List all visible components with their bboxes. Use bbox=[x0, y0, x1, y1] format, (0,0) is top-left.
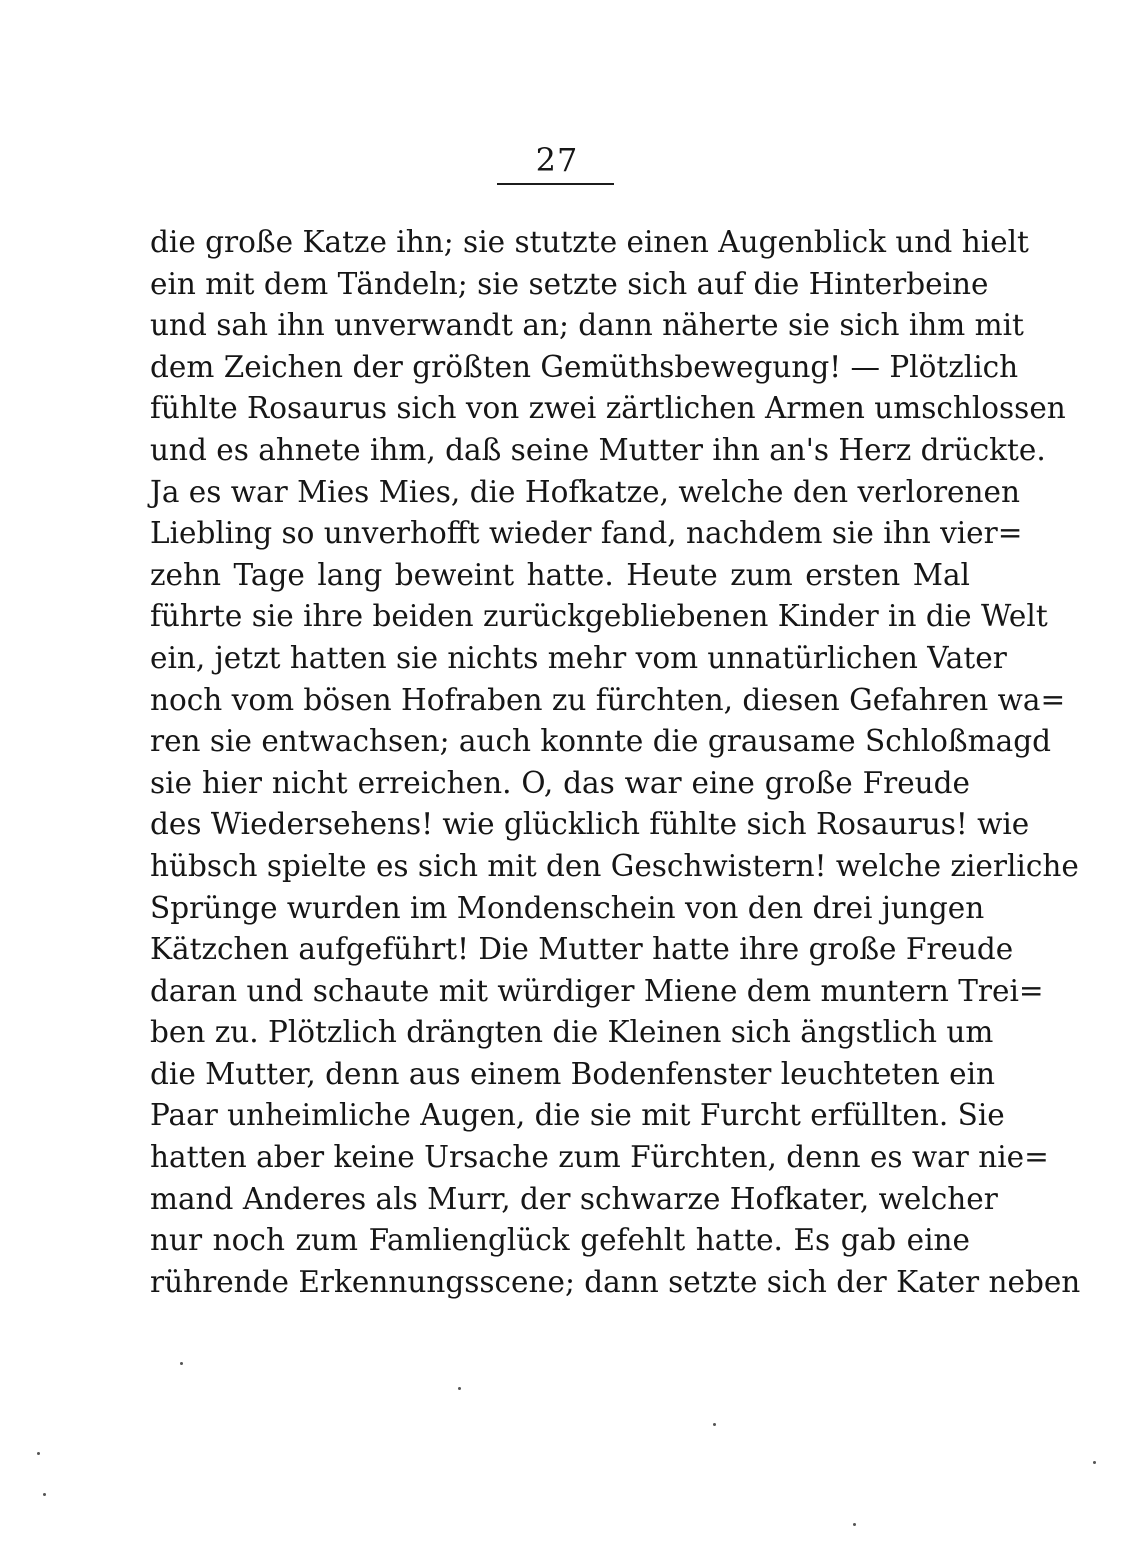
text-line: ein, jetzt hatten sie nichts mehr vom unnatürlichen Vater bbox=[150, 640, 1007, 675]
text-line: daran und schaute mit würdiger Miene dem muntern Trei= bbox=[150, 973, 1044, 1008]
text-line: ein mit dem Tändeln; sie setzte sich auf die Hinterbeine bbox=[150, 266, 989, 301]
text-line: und sah ihn unverwandt an; dann näherte sie sich ihm mit bbox=[150, 308, 1024, 343]
text-line: noch vom bösen Hofraben zu fürchten, diesen Gefahren wa= bbox=[150, 682, 1066, 717]
body-text bbox=[150, 222, 1081, 1303]
text-line: Sprünge wurden im Mondenschein von den drei jungen bbox=[150, 890, 985, 925]
text-line: führte sie ihre beiden zurückgebliebenen Kinder in die Welt bbox=[150, 599, 1048, 634]
text-line: Paar unheimliche Augen, die sie mit Furcht erfüllten. Sie bbox=[150, 1098, 1005, 1133]
text-line: hatten aber keine Ursache zum Fürchten, denn es war nie= bbox=[150, 1140, 1049, 1175]
page-number: 27 bbox=[535, 141, 579, 179]
scan-speck bbox=[43, 1493, 46, 1496]
text-line: Kätzchen aufgeführt! Die Mutter hatte ihre große Freude bbox=[150, 932, 1014, 967]
text-line: Ja es war Mies Mies, die Hofkatze, welche den verlorenen bbox=[150, 474, 1020, 509]
text-line: mand Anderes als Murr, der schwarze Hofkater, welcher bbox=[150, 1181, 998, 1216]
text-line: die Mutter, denn aus einem Bodenfenster leuchteten ein bbox=[150, 1056, 996, 1091]
scan-speck bbox=[37, 1452, 40, 1455]
scan-speck bbox=[180, 1362, 183, 1365]
text-line: sie hier nicht erreichen. O, das war eine große Freude bbox=[150, 765, 970, 800]
scan-speck bbox=[1093, 1461, 1096, 1464]
page-number-rule bbox=[497, 183, 614, 185]
text-line: und es ahnete ihm, daß seine Mutter ihn an's Herz drückte. bbox=[150, 432, 1046, 467]
text-line: des Wiedersehens! wie glücklich fühlte sich Rosaurus! wie bbox=[150, 807, 1030, 842]
text-line: die große Katze ihn; sie stutzte einen Augenblick und hielt bbox=[150, 225, 1029, 259]
text-line: rührende Erkennungsscene; dann setzte sich der Kater neben bbox=[150, 1264, 1081, 1299]
text-line: nur noch zum Famlienglück gefehlt hatte. Es gab eine bbox=[150, 1223, 970, 1258]
scan-speck bbox=[713, 1423, 716, 1426]
text-line: ben zu. Plötzlich drängten die Kleinen sich ängstlich um bbox=[150, 1015, 994, 1050]
text-line: fühlte Rosaurus sich von zwei zärtlichen Armen umschlossen bbox=[150, 391, 1066, 426]
text-line: ren sie entwachsen; auch konnte die grausame Schloßmagd bbox=[150, 724, 1051, 759]
text-line: dem Zeichen der größten Gemüthsbewegung! — Plötzlich bbox=[150, 349, 1019, 384]
text-line: Liebling so unverhofft wieder fand, nachdem sie ihn vier= bbox=[150, 516, 1023, 551]
scan-speck bbox=[853, 1523, 856, 1526]
text-line: zehn Tage lang beweint hatte. Heute zum ersten Mal bbox=[150, 557, 970, 592]
text-line: hübsch spielte es sich mit den Geschwistern! welche zierliche bbox=[150, 848, 1079, 883]
scan-speck bbox=[458, 1387, 461, 1390]
